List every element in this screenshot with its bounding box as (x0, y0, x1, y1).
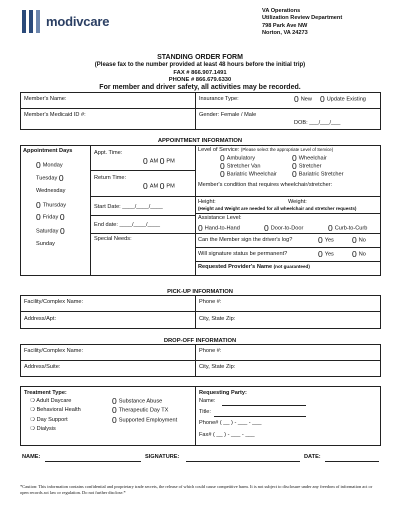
treatment-behavioral-health-option[interactable]: ❍ Behavioral Health (30, 407, 81, 413)
appt-time-ampm[interactable]: 0 AM 0 PM (143, 156, 175, 166)
assist-door-to-door-option[interactable]: 0 Door-to-Door (264, 223, 304, 233)
date-field[interactable]: DATE: (304, 454, 321, 460)
los-stretcher-van-option[interactable]: 0 Stretcher Van (220, 161, 261, 171)
day-friday-option[interactable]: 0 Friday 0 (36, 212, 65, 222)
sign-name-field[interactable]: NAME: (22, 454, 41, 460)
assistance-level-title: Assistance Level: (198, 215, 242, 221)
insurance-update-option[interactable]: 0 Update Existing (320, 94, 366, 104)
requesting-name-field[interactable]: Name: (199, 398, 216, 404)
pickup-address-field[interactable]: Address/Apt: (24, 316, 57, 322)
form-title: STANDING ORDER FORM (157, 54, 243, 61)
height-weight-note: (Height and Weight are needed for all wheelchair and stretcher requests) (198, 206, 357, 211)
insurance-new-option[interactable]: 0 New (294, 94, 312, 104)
return-time-ampm[interactable]: 0 AM 0 PM (143, 181, 175, 191)
company-logo (22, 10, 109, 33)
los-bariatric-stretcher-option[interactable]: 0 Bariatric Stretcher (292, 169, 344, 179)
phone-number: PHONE # 866.679.6330 (168, 77, 232, 83)
return-time-label: Return Time: (94, 175, 127, 181)
assist-hand-to-hand-option[interactable]: 0 Hand-to-Hand (198, 223, 240, 233)
day-wednesday-option[interactable]: Wednesday (36, 188, 66, 194)
permanent-yes-option[interactable]: 0 Yes (318, 249, 334, 259)
treatment-day-support-option[interactable]: ❍ Day Support (30, 417, 68, 423)
condition-field[interactable]: Member's condition that requires wheelchair/stretcher: (198, 182, 333, 188)
gender-field[interactable]: Gender: Female / Male (199, 112, 257, 118)
pickup-city-field[interactable]: City, State Zip: (199, 316, 236, 322)
address-line: Norton, VA 24273 (262, 30, 308, 37)
treatment-type-title: Treatment Type: (24, 390, 67, 396)
pickup-section-title: PICK-UP INFORMATION (167, 289, 233, 295)
office-address (262, 8, 342, 38)
medicaid-id-field[interactable]: Member's Medicaid ID #: (24, 112, 86, 118)
provider-name-field[interactable]: Requested Provider's Name (not guaranteed) (198, 264, 310, 270)
address-line: Utilization Review Department (262, 15, 343, 22)
weight-field[interactable]: Weight: (288, 199, 307, 205)
appt-time-label: Appt. Time: (94, 150, 123, 156)
dropoff-address-field[interactable]: Address/Suite: (24, 364, 61, 370)
treatment-therapeutic-option[interactable]: 0 Therapeutic Day TX (112, 405, 169, 415)
permanent-no-option[interactable]: 0 No (352, 249, 366, 259)
confidentiality-footer: *Caution: This information contains confidential and proprietary trade secrets, the release of which could cause competitive harm. It is not subject to disclosure under any freedom of information act or open records act law or regulation. Do not further disclose.* (20, 484, 373, 495)
los-stretcher-option[interactable]: 0 Stretcher (292, 161, 322, 171)
form-instruction: (Please fax to the number provided at least 48 hours before the initial trip) (94, 62, 306, 68)
requesting-title-field[interactable]: Title: (199, 409, 211, 415)
address-line: VA Operations (262, 8, 301, 14)
treatment-supported-employment-option[interactable]: 0 Supported Employment (112, 415, 178, 425)
dropoff-phone-field[interactable]: Phone #: (199, 348, 222, 354)
los-bariatric-wheelchair-option[interactable]: 0 Bariatric Wheelchair (220, 169, 277, 179)
requesting-phone-field[interactable]: Phone# ( __ ) - ___ - ___ (199, 420, 262, 426)
day-thursday-option[interactable]: 0 Thursday (36, 200, 67, 210)
level-of-service-title: Level of Service: (Please select the appropriate Level of Service) (198, 147, 334, 153)
logo-mark-icon (22, 10, 40, 33)
treatment-adult-daycare-option[interactable]: ❍ Adult Daycare (30, 398, 72, 404)
dropoff-facility-field[interactable]: Facility/Complex Name: (24, 348, 84, 354)
day-sunday-option[interactable]: Sunday (36, 241, 55, 247)
appointment-days-title: Appointment Days (23, 148, 73, 154)
requesting-fax-field[interactable]: Fax# ( __ ) - ___ - ___ (199, 432, 255, 438)
sign-log-question: Can the Member sign the driver's log? (198, 237, 293, 243)
dropoff-city-field[interactable]: City, State Zip: (199, 364, 236, 370)
member-name-field[interactable]: Member's Name: (24, 96, 67, 102)
requesting-party-title: Requesting Party: (199, 390, 247, 396)
los-wheelchair-option[interactable]: 0 Wheelchair (292, 153, 327, 163)
special-needs-field[interactable]: Special Needs: (94, 236, 132, 242)
fax-number: FAX # 866.907.1491 (173, 70, 227, 76)
start-date-field[interactable]: Start Date: ____/____/____ (94, 204, 163, 210)
address-line: 798 Park Ave NW (262, 22, 308, 29)
sign-log-yes-option[interactable]: 0 Yes (318, 235, 334, 245)
end-date-field[interactable]: End date: ____/____/____ (94, 222, 160, 228)
appointment-section-title: APPOINTMENT INFORMATION (157, 138, 243, 144)
treatment-dialysis-option[interactable]: ❍ Dialysis (30, 426, 56, 432)
pickup-phone-field[interactable]: Phone #: (199, 299, 222, 305)
treatment-substance-abuse-option[interactable]: 0 Substance Abuse (112, 396, 163, 406)
day-saturday-option[interactable]: Saturday 0 (36, 226, 65, 236)
sign-log-no-option[interactable]: 0 No (352, 235, 366, 245)
signature-field[interactable]: SIGNATURE: (145, 454, 180, 460)
assist-curb-to-curb-option[interactable]: 0 Curb-to-Curb (328, 223, 368, 233)
height-field[interactable]: Height: (198, 199, 216, 205)
dropoff-section-title: DROP-OFF INFORMATION (163, 338, 237, 344)
day-monday-option[interactable]: 0 Monday (36, 160, 63, 170)
day-tuesday-option[interactable]: Tuesday 0 (36, 173, 64, 183)
pickup-facility-field[interactable]: Facility/Complex Name: (24, 299, 84, 305)
los-ambulatory-option[interactable]: 0 Ambulatory (220, 153, 256, 163)
safety-notice: For member and driver safety, all activities may be recorded. (99, 84, 301, 91)
signature-permanent-question: Will signature status be permanent? (198, 251, 288, 257)
insurance-type-label: Insurance Type: (199, 96, 239, 102)
dob-field[interactable]: DOB: ___/___/___ (294, 120, 341, 126)
logo-text: modivcare (46, 14, 110, 29)
